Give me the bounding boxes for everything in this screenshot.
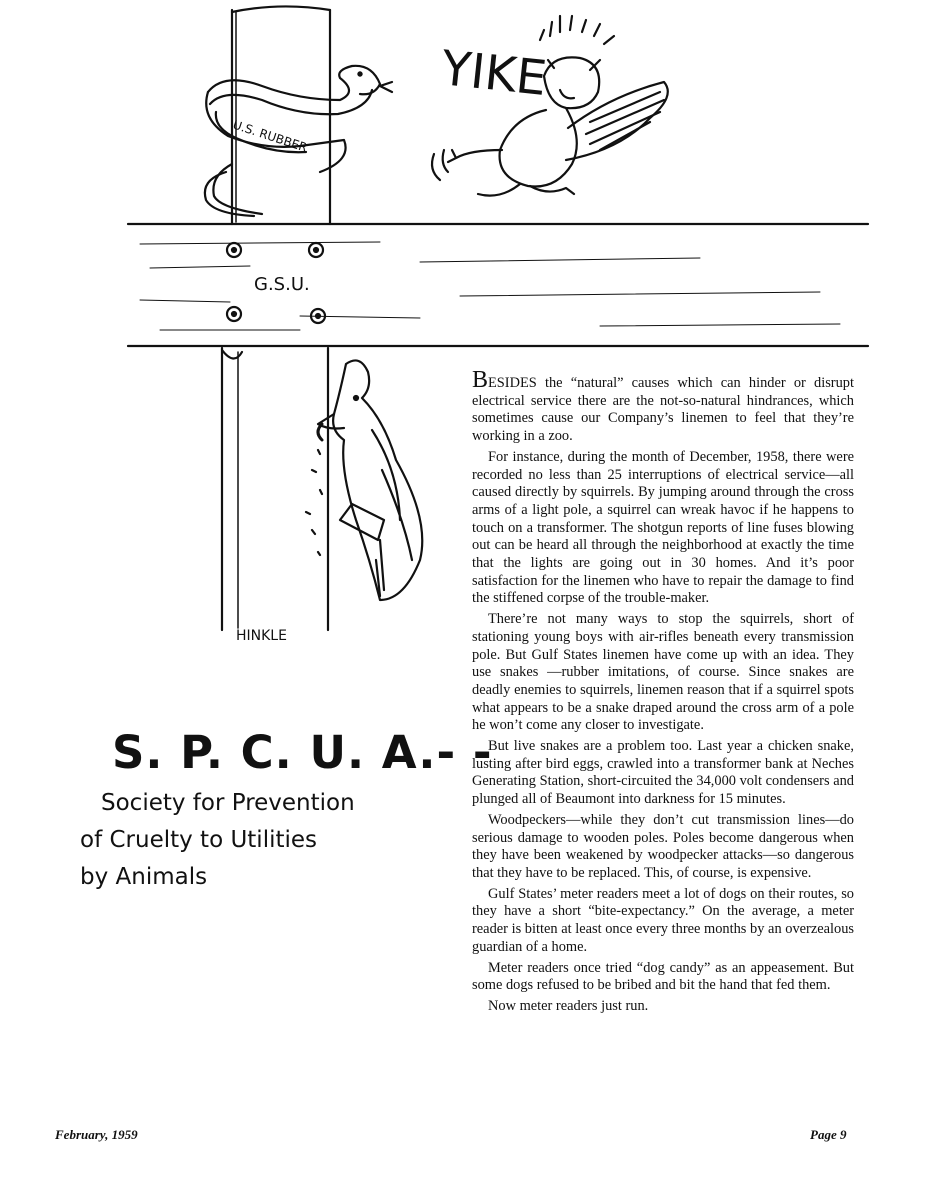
article-paragraph (472, 367, 854, 446)
article-paragraph: There’re not many ways to stop the squirrels, short of stationing young boys with air-rifles beneath every transmission pole. But Gulf States linemen have come up with an idea. They use snakes —rubber imitations, of course. Since snakes are deadly enemies to squirrels, linemen reason that if a squirrel spots what appears to be a snake draped around the cross arm of a pole he won’t come any closer to investigate. (472, 611, 854, 734)
footer-date: February, 1959 (55, 1127, 138, 1142)
article-paragraph: Woodpeckers—while they don’t cut transmission lines—do serious damage to wooden poles. Poles become dangerous when they have been weakened by woodpecker attacks—so dangerous that they have to be replaced. This, of course, is expensive. (472, 811, 854, 881)
cross-arm (128, 224, 868, 346)
woodpecker-drawing (306, 360, 422, 600)
article-paragraph: Gulf States’ meter readers meet a lot of dogs on their routes, so they have a short “bite-expectancy.” On the average, a meter reader is bitten at least once every three months by an overzealous guardian of a home. (472, 885, 854, 955)
upper-pole (232, 6, 330, 224)
article-paragraph: Now meter readers just run. (488, 997, 649, 1014)
page-number: Page 9 (810, 1127, 847, 1142)
subtitle-line: by Animals (80, 864, 208, 890)
paragraph-text: ESIDES the “natural” causes which can hinder or disrupt electrical service there are the not-so-natural hindrances, which sometimes cause our Company’s linemen to feel that they’re working in a zoo. (472, 375, 854, 445)
article-paragraph: Meter readers once tried “dog candy” as an appeasement. But some dogs refused to be bribed and bit the hand that fed them. (472, 959, 854, 994)
crossarm-label: G.S.U. (254, 274, 310, 295)
drop-cap: B (472, 367, 489, 393)
subtitle-line: Society for Prevention (101, 790, 355, 816)
subtitle-line: of Cruelty to Utilities (80, 827, 318, 853)
lower-pole (222, 348, 328, 630)
page-subtitle (80, 785, 355, 896)
alarm-lines-drawing (540, 16, 614, 44)
article-paragraph: But live snakes are a problem too. Last year a chicken snake, lusting after bird eggs, crawled into a transformer bank at Neches Generating Station, short-circuited the 34,000 volt condensers and plunged all of Beaumont into darkness for 15 minutes. (472, 738, 854, 808)
snake-band-label: U.S. RUBBER (231, 117, 309, 155)
artist-signature: HINKLE (236, 628, 287, 644)
page-title: S. P. C. U. A.- - (112, 726, 493, 779)
article-body (472, 367, 854, 1019)
article-paragraph: For instance, during the month of December, 1958, there were recorded no less than 25 interruptions of electrical service—all caused directly by squirrels. By jumping around through the cross arms of a light pole, a squirrel can wreak havoc if he happens to touch on a transformer. The shotgun reports of line fuses blowing out can be heard all through the neighborhood at exactly the time that the lights are going out in 30 homes. And it’s poor satisfaction for the linemen who have to repair the damage to find the stiffened corpse of the trouble-maker. (472, 448, 854, 607)
cartoon-exclamation-text: YIKE (438, 40, 550, 107)
